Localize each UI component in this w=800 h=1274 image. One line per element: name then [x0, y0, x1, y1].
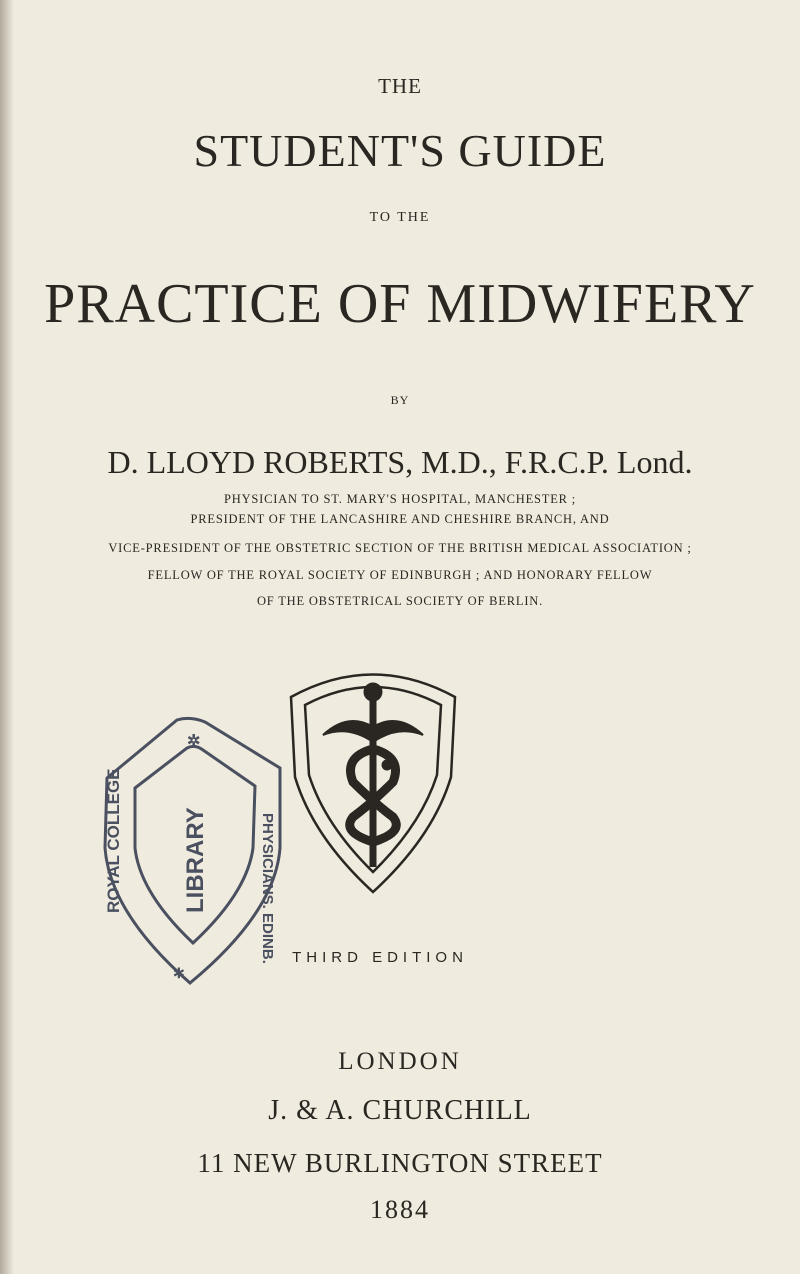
credential-line: FELLOW OF THE ROYAL SOCIETY OF EDINBURGH ; AND HONORARY FELLOW: [147, 568, 653, 582]
shield-stamp-icon: [95, 708, 295, 988]
credential-line: VICE-PRESIDENT OF THE OBSTETRIC SECTION OF THE BRITISH MEDICAL ASSOCIATION ;: [108, 541, 692, 555]
page-edge-shadow: [0, 0, 14, 1274]
imprint-year: 1884: [370, 1195, 430, 1224]
imprint-city: LONDON: [338, 1048, 462, 1075]
svg-text:✲: ✲: [173, 965, 185, 981]
author-name: D. LLOYD ROBERTS, M.D., F.R.C.P. Lond.: [107, 444, 693, 480]
svg-text:PHYSICIANS. EDINB.: PHYSICIANS. EDINB.: [259, 813, 276, 964]
credential-line: PHYSICIAN TO ST. MARY'S HOSPITAL, MANCHESTER ;: [224, 492, 576, 506]
edition-label: THIRD EDITION: [292, 949, 468, 966]
title-to-the: TO THE: [369, 210, 431, 225]
title-the: THE: [378, 74, 422, 98]
svg-text:LIBRARY: LIBRARY: [182, 807, 209, 913]
imprint-publisher: J. & A. CHURCHILL: [268, 1095, 532, 1126]
book-title: STUDENT'S GUIDE: [193, 125, 607, 176]
imprint-address: 11 NEW BURLINGTON STREET: [197, 1148, 603, 1178]
credential-line: PRESIDENT OF THE LANCASHIRE AND CHESHIRE BRANCH, AND: [190, 512, 610, 526]
credential-line: OF THE OBSTETRICAL SOCIETY OF BERLIN.: [256, 594, 544, 608]
book-subject: PRACTICE OF MIDWIFERY: [44, 273, 756, 335]
caduceus-shield-icon: [283, 657, 463, 897]
svg-text:ROYAL COLLEGE: ROYAL COLLEGE: [104, 768, 123, 913]
svg-text:✲: ✲: [187, 733, 201, 750]
by-line: BY: [390, 393, 410, 407]
